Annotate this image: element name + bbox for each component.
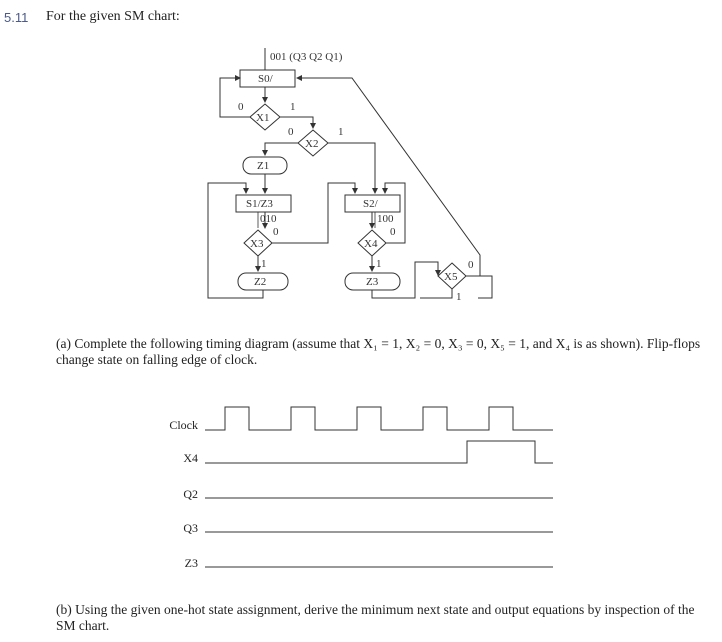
decision-x4-label: X4 [364,238,378,250]
output-z2-label: Z2 [254,276,267,288]
decision-x5-label: X5 [444,271,458,283]
part-b-text: (b) Using the given one-hot state assignment, derive the minimum next state and output equations by inspection of the SM chart. [56,602,695,633]
x1-false-label: 0 [238,101,244,113]
signal-z3-label: Z3 [184,556,198,570]
x4-false-label: 0 [390,226,396,238]
decision-x1-label: X1 [256,112,270,124]
x1-true-label: 1 [290,101,296,113]
x2-false-label: 0 [288,126,294,138]
output-z3-label: Z3 [366,276,379,288]
x4-true-label: 1 [376,258,382,270]
output-z1-label: Z1 [257,160,270,172]
x5-false-label: 0 [468,259,474,271]
x3-true-label: 1 [261,258,267,270]
state-assignment-note: 001 (Q3 Q2 Q1) [270,51,343,63]
clock-waveform [205,407,553,430]
decision-x3-label: X3 [250,238,264,250]
problem-title: For the given SM chart: [46,9,180,24]
state-s0-label: S0/ [258,73,273,85]
part-a-text: (a) Complete the following timing diagram (assume that X₁ = 1, X₂ = 0, X₃ = 0, X₅ = 1, and X₄ is as shown). Flip-flops change state on falling edge of clock. [56,336,701,367]
problem-number: 5.11 [4,10,29,25]
signal-x4-label: X4 [183,451,198,465]
state-s2-code: 100 [377,213,394,225]
x5-true-label: 1 [456,291,462,303]
decision-x2-label: X2 [305,138,319,150]
x3-false-label: 0 [273,226,279,238]
signal-clock-label: Clock [169,418,198,432]
signal-q3-label: Q3 [183,521,198,535]
state-s1-code: 010 [260,213,277,225]
state-s2-label: S2/ [363,198,378,210]
signal-q2-label: Q2 [183,487,198,501]
x4-waveform [205,441,553,463]
state-s1-label: S1/Z3 [246,198,273,210]
x2-true-label: 1 [338,126,344,138]
